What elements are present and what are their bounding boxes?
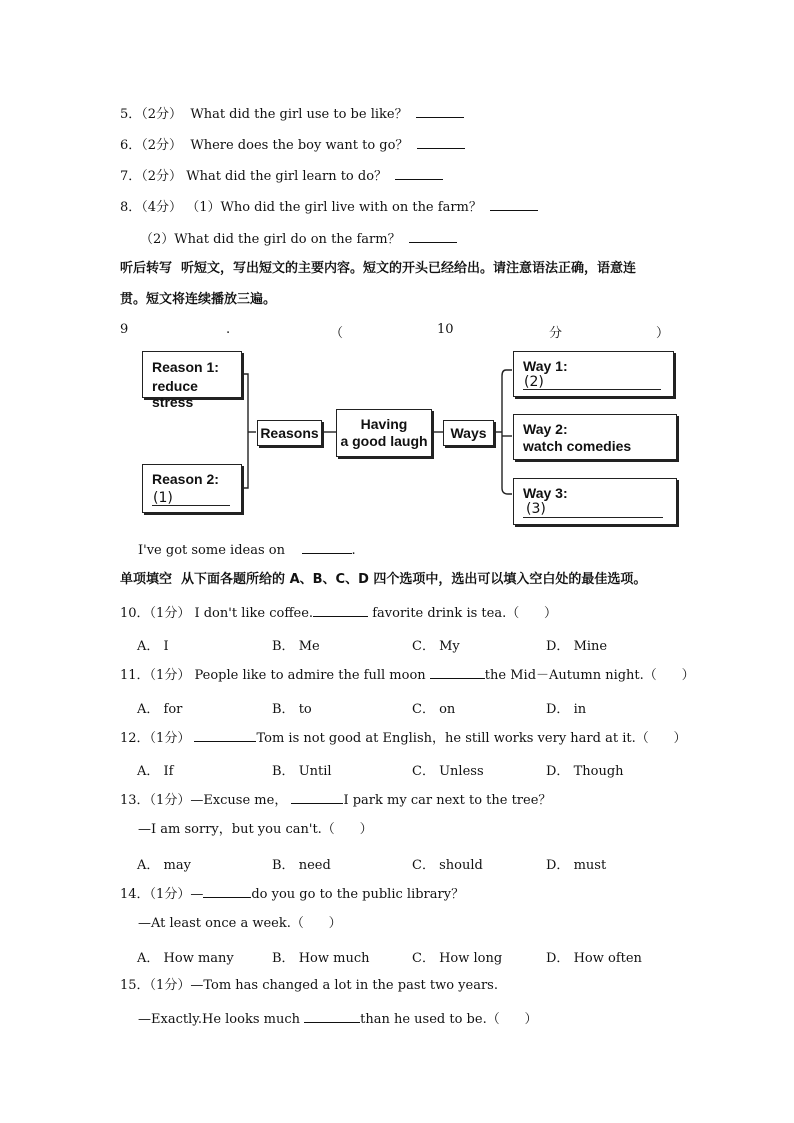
way-2-text: watch comedies	[523, 438, 632, 454]
question-points: （1分）	[149, 731, 191, 746]
way-1-blank-label: (2)	[524, 374, 544, 390]
reason-1-text: reduce stress	[152, 378, 198, 410]
question-points: （2分）	[141, 169, 183, 184]
question-text: the Mid－Autumn night.（ ）	[484, 668, 695, 683]
answer-blank[interactable]	[302, 541, 352, 554]
option-b[interactable]: B． to	[272, 702, 312, 717]
section-retell-line-2: 贯。短文将连续播放三遍。	[120, 292, 277, 307]
q9-prompt-line	[138, 541, 356, 559]
question-number: 5．	[120, 107, 142, 122]
option-b[interactable]: B． Me	[272, 639, 320, 654]
way-1-box	[513, 351, 674, 397]
question-text: Where does the boy want to go？	[190, 138, 409, 153]
question-text: I park my car next to the tree？	[343, 793, 552, 808]
answer-blank[interactable]	[304, 1010, 360, 1023]
reasons-label: Reasons	[260, 425, 319, 441]
question-text: favorite drink is tea.（ ）	[368, 606, 557, 621]
option-d[interactable]: D． Though	[546, 764, 624, 779]
question-points: （4分）	[141, 200, 183, 215]
option-a[interactable]: A． for	[137, 702, 183, 717]
option-d[interactable]: D． in	[546, 702, 587, 717]
option-a[interactable]: A． I	[137, 639, 169, 654]
q9-score: 10	[437, 322, 454, 337]
center-topic-box	[336, 409, 432, 457]
question-number: 6．	[120, 138, 142, 153]
question-text: I don't like coffee.	[194, 606, 314, 621]
q9-left-paren: （	[330, 326, 344, 341]
question-number: 8．	[120, 200, 142, 215]
option-c[interactable]: C． How long	[412, 951, 503, 966]
question-14	[120, 885, 464, 903]
question-text: What did the girl learn to do？	[186, 169, 388, 184]
question-number: 13．	[120, 793, 150, 808]
option-b[interactable]: B． Until	[272, 764, 332, 779]
option-a[interactable]: A． If	[137, 764, 174, 779]
question-text: —Excuse me，	[190, 793, 288, 808]
question-11	[120, 666, 695, 684]
question-14-reply: —At least once a week.（ ）	[138, 916, 342, 931]
question-number: 14．	[120, 887, 150, 902]
way-2-box	[513, 414, 677, 460]
reasons-box	[257, 420, 322, 446]
reason-2-answer-line[interactable]	[152, 505, 230, 506]
section-choice-heading: 单项填空 从下面各题所给的 A、B、C、D 四个选项中，选出可以填入空白处的最佳选项。	[120, 572, 647, 587]
question-15-reply	[138, 1010, 538, 1028]
q9-prompt-end: .	[351, 543, 356, 558]
question-text: than he used to be.（ ）	[360, 1012, 538, 1027]
question-number: 7．	[120, 169, 142, 184]
reason-2-box	[142, 464, 242, 513]
reason-2-blank-label: (1)	[153, 490, 173, 506]
way-1-answer-line[interactable]	[523, 389, 661, 390]
option-d[interactable]: D． Mine	[546, 639, 608, 654]
question-points: （2分）	[141, 107, 183, 122]
question-points: （2分）	[141, 138, 183, 153]
question-points: （1分）	[149, 668, 191, 683]
reason-2-title: Reason 2:	[152, 471, 219, 487]
answer-blank[interactable]	[430, 666, 485, 679]
option-c[interactable]: C． should	[412, 858, 483, 873]
question-15	[120, 978, 498, 994]
option-b[interactable]: B． How much	[272, 951, 370, 966]
question-text: —Exactly.He looks much	[138, 1012, 305, 1027]
ways-label: Ways	[450, 425, 487, 441]
ways-box	[443, 420, 494, 446]
question-text: —Tom has changed a lot in the past two years.	[190, 978, 498, 993]
option-a[interactable]: A． may	[137, 858, 191, 873]
question-13-reply: —I am sorry，but you can't.（ ）	[138, 822, 373, 837]
answer-blank[interactable]	[203, 885, 251, 898]
question-points: （1分）	[149, 793, 191, 808]
reason-1-box	[142, 351, 242, 410]
way-1-title: Way 1:	[523, 358, 568, 374]
option-c[interactable]: C． Unless	[412, 764, 484, 779]
question-points: （1分）	[149, 978, 191, 993]
q9-unit: 分	[549, 326, 563, 341]
question-text: （1）Who did the girl live with on the farm？	[186, 200, 482, 215]
question-text: What did the girl use to be like？	[190, 107, 408, 122]
center-topic-line-1: Having	[360, 416, 408, 432]
question-number: 10．	[120, 606, 150, 621]
question-points: （1分）	[149, 606, 191, 621]
question-text: —	[190, 887, 204, 902]
answer-blank[interactable]	[313, 604, 368, 617]
question-13	[120, 791, 551, 809]
question-text: do you go to the public library？	[251, 887, 465, 902]
question-points: （1分）	[149, 887, 191, 902]
question-12	[120, 729, 687, 747]
option-d[interactable]: D． must	[546, 858, 607, 873]
way-3-box	[513, 478, 677, 525]
question-10	[120, 604, 557, 622]
reason-1-title: Reason 1:	[152, 359, 219, 375]
option-d[interactable]: D． How often	[546, 951, 642, 966]
question-text: People like to admire the full moon	[194, 668, 430, 683]
option-a[interactable]: A． How many	[137, 951, 234, 966]
way-3-answer-line[interactable]	[523, 517, 663, 518]
section-retell-line-1: 听后转写 听短文，写出短文的主要内容。短文的开头已经给出。请注意语法正确，语意连	[120, 261, 637, 276]
answer-blank[interactable]	[291, 791, 343, 804]
question-number: 15．	[120, 978, 150, 993]
question-number: 12．	[120, 731, 150, 746]
way-3-blank-label: (3)	[526, 501, 546, 517]
way-2-title: Way 2:	[523, 421, 568, 437]
option-c[interactable]: C． on	[412, 702, 456, 717]
q9-number: 9	[120, 322, 129, 337]
question-number: 11．	[120, 668, 150, 683]
center-topic-line-2: a good laugh	[340, 433, 428, 449]
option-b[interactable]: B． need	[272, 858, 331, 873]
q9-prompt-text: I've got some ideas on	[138, 543, 285, 558]
way-3-title: Way 3:	[523, 485, 568, 501]
answer-blank[interactable]	[194, 729, 256, 742]
question-text: Tom is not good at English，he still works very hard at it.（ ）	[256, 731, 687, 746]
q9-dot: .	[226, 322, 231, 337]
option-c[interactable]: C． My	[412, 639, 460, 654]
question-text: （2）What did the girl do on the farm？	[140, 232, 401, 247]
q9-right-paren: ）	[656, 326, 670, 341]
